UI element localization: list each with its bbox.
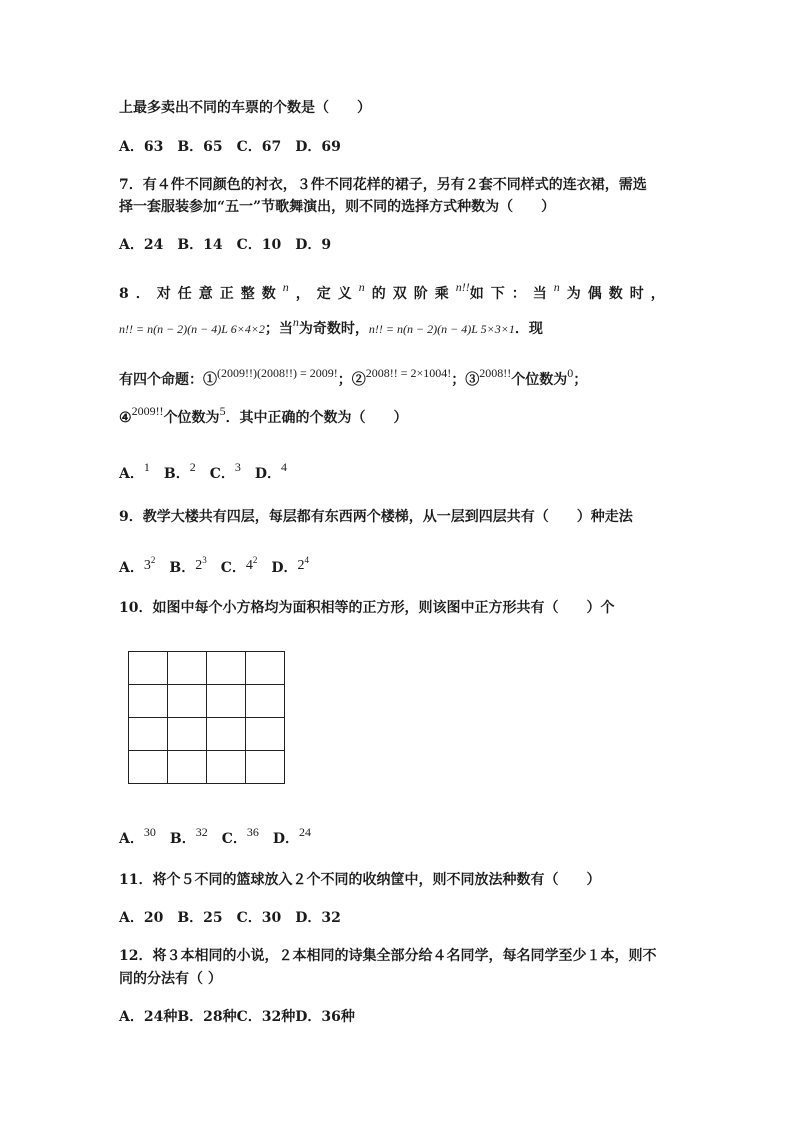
q8-text: ．其中正确的个数为（ ） [225,410,408,426]
q8-stem-line4 [119,404,408,427]
q7-stem-line1: 7．有４件不同颜色的衬衣，３件不同花样的裙子，另有２套不同样式的连衣裙，需选 [119,177,647,193]
math-value: 5 [219,404,226,418]
q12-stem-line2: 同的分法有（ ） [119,971,222,987]
grid-cell [207,652,246,685]
grid-row [129,751,285,784]
math-proposition-4: 2009!! [131,404,164,418]
math-n: n [292,315,299,329]
q8-text: 有四个命题：① [119,372,217,388]
grid-cell [207,718,246,751]
grid-cell [129,718,168,751]
grid-cell [246,751,285,784]
q8-text: ．现 [514,321,543,337]
q8-option-a: A．1 [119,460,150,482]
grid-cell [207,751,246,784]
math-n: n [553,280,567,294]
q10-option-c: C．36 [221,825,259,847]
q8-text: 如下：当 [469,286,554,302]
q6-stem-tail: 上最多卖出不同的车票的个数是（ ） [119,100,371,116]
math-n: n [282,280,296,294]
q8-option-d: D．4 [254,460,288,482]
q10-option-d: D．24 [272,825,312,847]
q8-text: 个位数为 [163,410,220,426]
q7-options: A．24 B．14 C．10 D．9 [119,237,332,253]
q10-options [119,825,325,848]
grid-cell [168,751,207,784]
q11-stem: 11．将个５不同的篮球放入２个不同的收纳筐中，则不同放法种数有（ ） [119,872,601,888]
math-value: 0 [567,366,574,380]
grid-cell [246,652,285,685]
q9-option-b: B．$2^3$ [169,555,207,576]
q8-text: 8．对任意正整数 [119,286,283,302]
math-proposition-1: (2009!!)(2008!!) = 2009! [217,366,338,380]
q8-stem-line1 [119,280,672,303]
q10-grid-figure [128,651,285,784]
q9-options [119,555,323,578]
math-double-factorial: n!! [455,280,470,294]
q8-text: ④ [119,410,132,426]
q12-options: A．24种B．28种C．32种D．36种 [119,1009,355,1025]
q8-option-b: B．2 [163,460,196,482]
q10-stem: 10．如图中每个小方格均为面积相等的正方形，则该图中正方形共有（ ）个 [119,600,615,616]
grid-cell [246,718,285,751]
q8-text: 个位数为 [511,372,568,388]
q11-options: A．20 B．25 C．30 D．32 [119,910,341,926]
q10-option-b: B．32 [169,825,208,847]
grid-cell [207,685,246,718]
grid-row [129,718,285,751]
math-even-formula: n!! = n(n − 2)(n − 4)L 6×4×2 [119,322,265,336]
q8-text: 为偶数时， [566,286,672,302]
q8-text: 的双阶乘 [371,286,456,302]
grid-cell [168,718,207,751]
q8-stem-line2 [119,315,543,338]
grid-cell [129,751,168,784]
q7-stem-line2: 择一套服装参加“五一”节歌舞演出，则不同的选择方式种数为（ ） [119,199,556,215]
q8-text: ；当 [264,321,293,337]
q8-options [119,460,301,483]
q8-text: ； [573,372,588,388]
q9-option-d: D．$2^4$ [271,555,310,576]
grid-cell [168,652,207,685]
q8-stem-line3 [119,366,588,389]
q9-option-c: C．$4^2$ [220,555,258,576]
grid-cell [168,685,207,718]
math-n: n [358,280,372,294]
q10-option-a: A．30 [119,825,156,847]
grid-cell [129,685,168,718]
q9-stem: 9．教学大楼共有四层，每层都有东西两个楼梯，从一层到四层共有（ ）种走法 [119,509,633,525]
grid-row [129,652,285,685]
grid-cell [129,652,168,685]
q8-text: 为奇数时， [298,321,369,337]
math-odd-formula: n!! = n(n − 2)(n − 4)L 5×3×1 [368,322,515,336]
q8-text: ，定义 [295,286,359,302]
q8-text: ；③ [451,372,480,388]
q9-option-a: A．$3^2$ [119,555,156,576]
grid-row [129,685,285,718]
grid-cell [246,685,285,718]
q8-text: ；② [337,372,366,388]
q6-options: A．63 B．65 C．67 D．69 [119,139,341,155]
math-proposition-2: 2008!! = 2×1004! [365,366,452,380]
math-proposition-3: 2008!! [479,366,512,380]
q8-option-c: C．3 [209,460,241,482]
q12-stem-line1: 12．将３本相同的小说，２本相同的诗集全部分给４名同学，每名同学至少１本，则不 [119,948,657,964]
